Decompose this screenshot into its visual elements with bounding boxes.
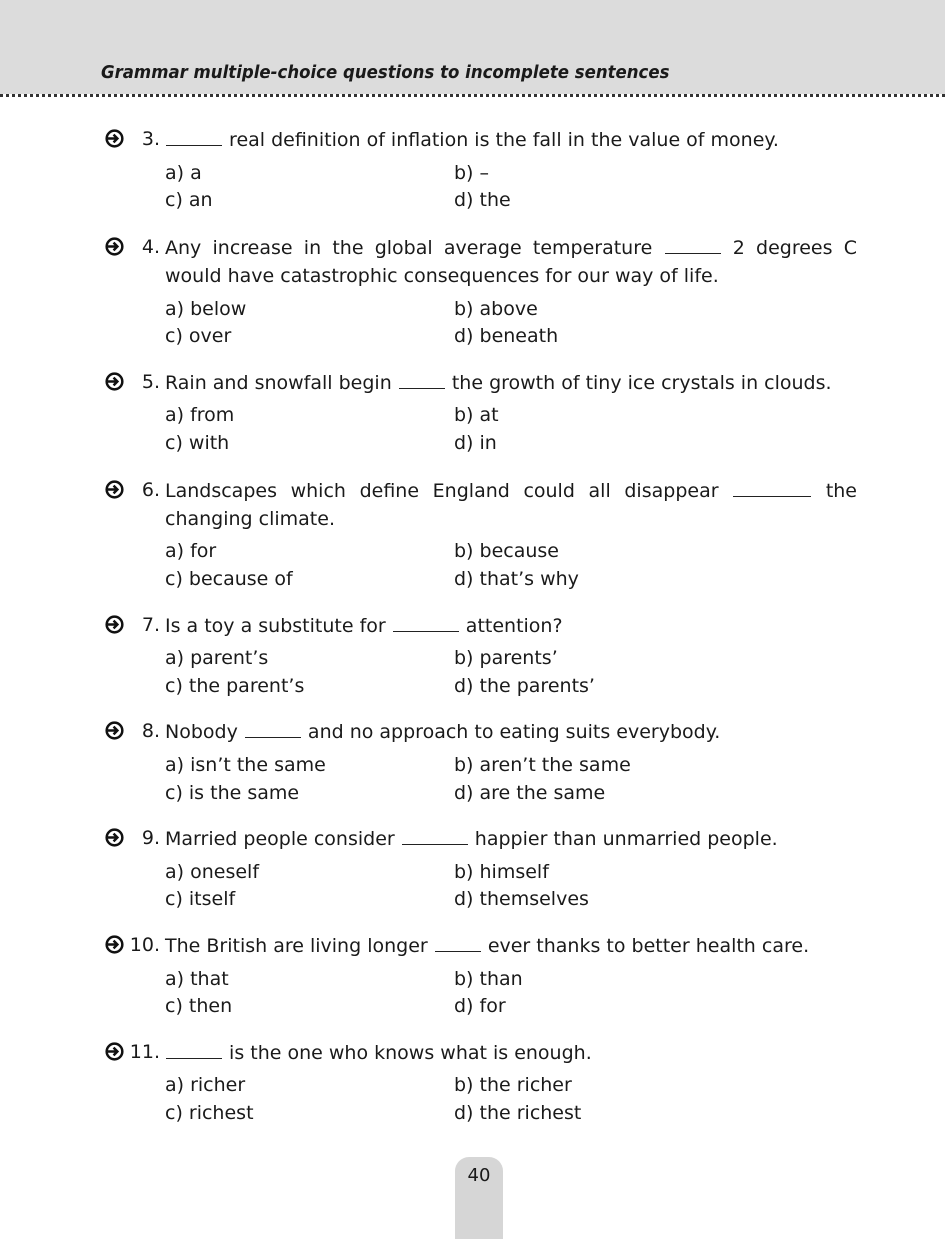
option-d[interactable]: d) themselves — [454, 888, 589, 910]
question-number: 8. — [141, 720, 160, 742]
option-c[interactable]: c) an — [165, 189, 213, 211]
option-a[interactable]: a) isn’t the same — [165, 754, 326, 776]
arrow-bullet-icon — [104, 934, 125, 955]
option-d[interactable]: d) beneath — [454, 325, 559, 347]
question-stem — [165, 612, 857, 640]
option-a[interactable]: a) for — [165, 540, 217, 562]
question-6 — [100, 477, 860, 597]
question-number: 11. — [129, 1041, 160, 1063]
question-number: 7. — [141, 614, 160, 636]
stem-text: ever thanks to better health care. — [487, 935, 810, 957]
option-c[interactable]: c) with — [165, 432, 230, 454]
answer-blank — [435, 933, 481, 952]
option-c[interactable]: c) is the same — [165, 782, 300, 804]
option-c[interactable]: c) because of — [165, 568, 293, 590]
question-stem — [165, 477, 857, 533]
option-b[interactable]: b) because — [454, 540, 559, 562]
question-number: 3. — [141, 128, 160, 150]
question-4 — [100, 234, 860, 354]
stem-text: the changing climate. — [165, 480, 857, 530]
option-a[interactable]: a) a — [165, 162, 202, 184]
answer-blank — [402, 826, 468, 845]
question-stem — [165, 718, 857, 746]
stem-text: Married people consider — [165, 828, 395, 850]
question-number: 4. — [141, 236, 160, 258]
stem-text: is the one who knows what is enough. — [229, 1042, 592, 1064]
stem-text: 2 degrees C would have catastrophic consequences for our way of life. — [165, 237, 857, 287]
option-b[interactable]: b) the richer — [454, 1074, 572, 1096]
option-a[interactable]: a) parent’s — [165, 647, 269, 669]
answer-blank — [393, 613, 459, 632]
question-11 — [100, 1039, 860, 1129]
option-c[interactable]: c) over — [165, 325, 232, 347]
stem-text: Nobody — [165, 721, 238, 743]
option-b[interactable]: b) himself — [454, 861, 549, 883]
answer-blank — [166, 127, 222, 146]
option-c[interactable]: c) itself — [165, 888, 236, 910]
question-9 — [100, 825, 860, 915]
option-c[interactable]: c) the parent’s — [165, 675, 305, 697]
arrow-bullet-icon — [104, 236, 125, 257]
option-a[interactable]: a) from — [165, 404, 235, 426]
option-b[interactable]: b) at — [454, 404, 499, 426]
question-stem — [165, 932, 857, 960]
answer-blank — [166, 1040, 222, 1059]
option-b[interactable]: b) than — [454, 968, 523, 990]
question-5 — [100, 369, 860, 459]
question-stem — [165, 369, 857, 397]
option-a[interactable]: a) richer — [165, 1074, 246, 1096]
question-10 — [100, 932, 860, 1022]
question-stem — [165, 234, 857, 290]
question-3 — [100, 126, 860, 216]
option-b[interactable]: b) aren’t the same — [454, 754, 631, 776]
stem-text: The British are living longer — [165, 935, 428, 957]
option-d[interactable]: d) the parents’ — [454, 675, 595, 697]
answer-blank — [733, 478, 811, 497]
stem-text: the growth of tiny ice crystals in clouds. — [451, 372, 832, 394]
arrow-bullet-icon — [104, 1041, 125, 1062]
stem-text: Landscapes which define England could all disappear — [165, 480, 719, 502]
stem-text: attention? — [465, 615, 563, 637]
stem-text: and no approach to eating suits everybody. — [307, 721, 721, 743]
arrow-bullet-icon — [104, 614, 125, 635]
option-a[interactable]: a) below — [165, 298, 247, 320]
option-d[interactable]: d) are the same — [454, 782, 606, 804]
option-a[interactable]: a) oneself — [165, 861, 260, 883]
option-d[interactable]: d) that’s why — [454, 568, 579, 590]
answer-blank — [245, 719, 301, 738]
option-d[interactable]: d) for — [454, 995, 506, 1017]
stem-text: Any increase in the global average temperature — [165, 237, 653, 259]
question-stem — [165, 126, 857, 154]
question-stem — [165, 825, 857, 853]
question-stem — [165, 1039, 857, 1067]
option-d[interactable]: d) in — [454, 432, 497, 454]
question-number: 5. — [141, 371, 160, 393]
page-number: 40 — [467, 1165, 491, 1186]
option-c[interactable]: c) richest — [165, 1102, 254, 1124]
dotted-divider — [0, 94, 945, 97]
option-a[interactable]: a) that — [165, 968, 229, 990]
stem-text: Is a toy a substitute for — [165, 615, 386, 637]
question-8 — [100, 718, 860, 808]
option-b[interactable]: b) – — [454, 162, 490, 184]
arrow-bullet-icon — [104, 827, 125, 848]
stem-text: Rain and snowfall begin — [165, 372, 392, 394]
question-7 — [100, 612, 860, 702]
stem-text: real definition of inflation is the fall in the value of money. — [229, 129, 779, 151]
question-number: 6. — [141, 479, 160, 501]
option-b[interactable]: b) above — [454, 298, 538, 320]
option-b[interactable]: b) parents’ — [454, 647, 558, 669]
page-title: Grammar multiple-choice questions to incomplete sentences — [101, 62, 670, 83]
arrow-bullet-icon — [104, 720, 125, 741]
arrow-bullet-icon — [104, 128, 125, 149]
question-number: 10. — [129, 934, 160, 956]
option-d[interactable]: d) the — [454, 189, 511, 211]
arrow-bullet-icon — [104, 479, 125, 500]
stem-text: happier than unmarried people. — [474, 828, 778, 850]
answer-blank — [399, 370, 445, 389]
question-number: 9. — [141, 827, 160, 849]
option-d[interactable]: d) the richest — [454, 1102, 582, 1124]
option-c[interactable]: c) then — [165, 995, 233, 1017]
arrow-bullet-icon — [104, 371, 125, 392]
answer-blank — [665, 235, 721, 254]
